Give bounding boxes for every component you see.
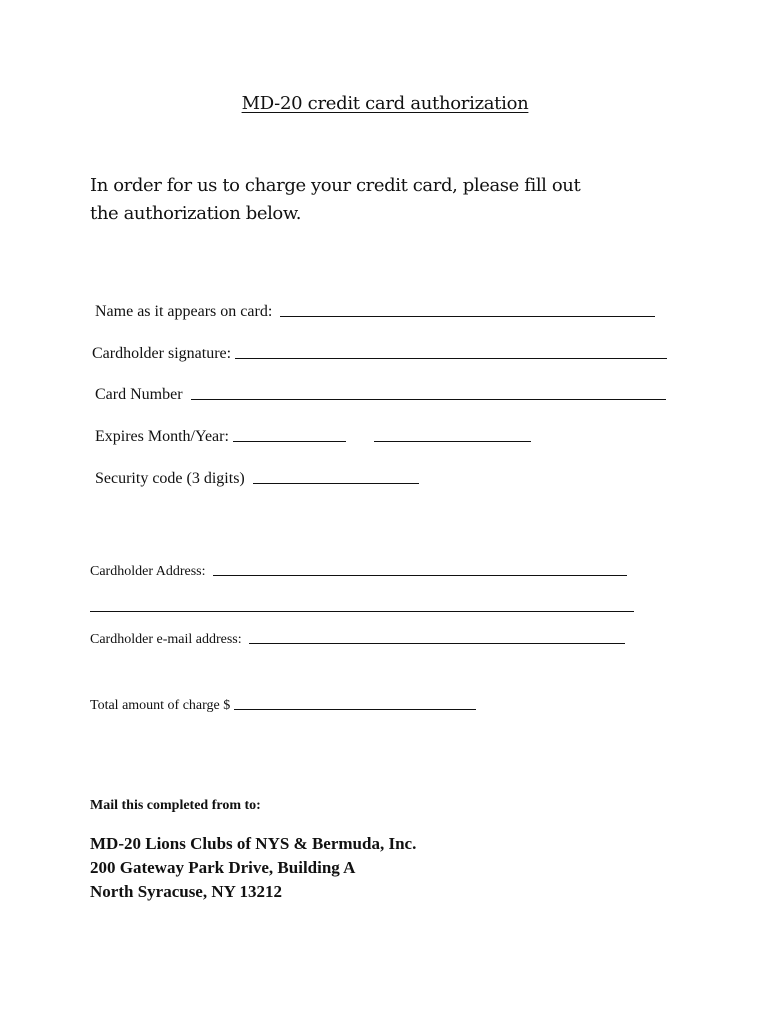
mailing-address: [90, 832, 416, 904]
mailing-address-line1: MD-20 Lions Clubs of NYS & Bermuda, Inc.: [90, 834, 417, 853]
cardholder-address-blank[interactable]: [213, 574, 627, 576]
card-number-blank[interactable]: [191, 398, 666, 400]
cardholder-email-field[interactable]: [90, 632, 625, 648]
name-on-card-field[interactable]: [95, 303, 655, 321]
name-on-card-label: Name as it appears on card:: [95, 303, 273, 320]
intro-paragraph: In order for us to charge your credit card, please fill out the authorization below.: [90, 175, 581, 224]
expires-month-blank[interactable]: [233, 440, 346, 442]
total-amount-blank[interactable]: [234, 708, 476, 710]
mailing-address-line2: 200 Gateway Park Drive, Building A: [90, 858, 356, 877]
document-title-text: MD-20 credit card authorization: [241, 93, 529, 114]
document-title: [0, 93, 770, 114]
security-code-blank[interactable]: [253, 482, 419, 484]
cardholder-signature-label: Cardholder signature:: [92, 345, 232, 362]
mail-heading: Mail this completed from to:: [90, 798, 261, 813]
cardholder-address-line2[interactable]: [90, 600, 634, 616]
mailing-address-line3: North Syracuse, NY 13212: [90, 882, 283, 901]
cardholder-signature-field[interactable]: [92, 345, 667, 363]
expires-year-blank[interactable]: [374, 440, 531, 442]
cardholder-address-field[interactable]: [90, 564, 627, 580]
card-number-label: Card Number: [95, 386, 183, 403]
expires-label: Expires Month/Year:: [95, 428, 229, 445]
expires-field[interactable]: [95, 428, 531, 446]
cardholder-address-blank-2[interactable]: [90, 610, 634, 612]
card-number-field[interactable]: [95, 386, 666, 404]
security-code-field[interactable]: [95, 470, 419, 488]
total-amount-label: Total amount of charge $: [90, 698, 231, 713]
name-on-card-blank[interactable]: [280, 315, 655, 317]
cardholder-signature-blank[interactable]: [235, 357, 667, 359]
cardholder-email-blank[interactable]: [249, 642, 625, 644]
cardholder-email-label: Cardholder e-mail address:: [90, 632, 242, 647]
total-amount-field[interactable]: [90, 698, 476, 714]
security-code-label: Security code (3 digits): [95, 470, 245, 487]
cardholder-address-label: Cardholder Address:: [90, 564, 206, 579]
